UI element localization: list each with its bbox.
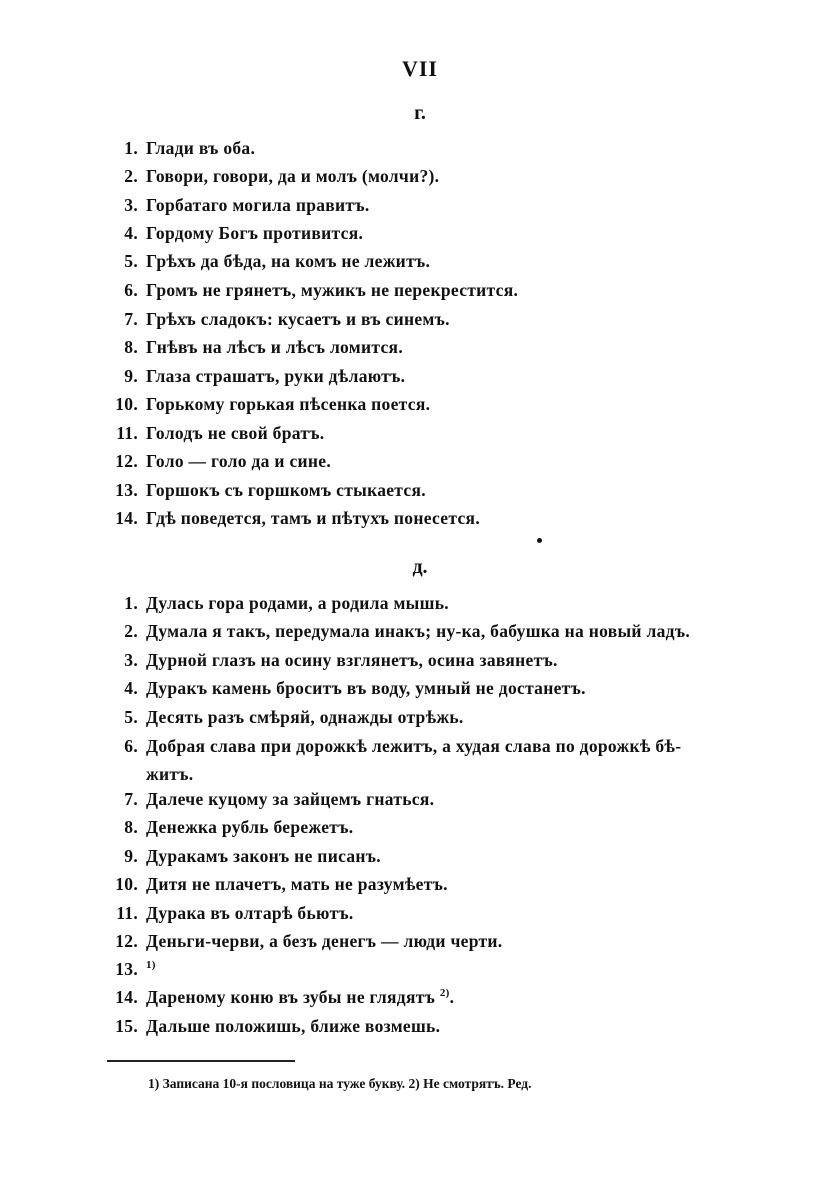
proverb-text: Дулась гора родами, а родила мышь.: [146, 593, 449, 613]
proverb-line: [100, 166, 740, 187]
footnote-marker: 2): [439, 987, 450, 1000]
proverb-number: 14.: [115, 508, 138, 528]
proverb-number: 5.: [124, 707, 138, 727]
proverb-line: [100, 817, 740, 838]
proverb-line: [100, 451, 740, 472]
proverb-text: Горькому горькая пѣсенка поется.: [146, 394, 431, 414]
page-number: VII: [401, 56, 438, 81]
proverb-text: Грѣхъ да бѣда, на комъ не лежитъ.: [146, 251, 431, 271]
proverb-line: [100, 280, 740, 301]
proverb-line: [100, 621, 740, 642]
proverb-text: Громъ не грянетъ, мужикъ не перекрестится.: [146, 280, 519, 300]
footnote: 1) Записана 10-я пословица на туже букву. 2) Не смотрятъ. Ред.: [148, 1076, 532, 1091]
proverb-line: [100, 736, 740, 757]
printed-dot: [537, 538, 542, 543]
proverb-text: Говори, говори, да и молъ (молчи?).: [146, 166, 440, 186]
proverb-line: [100, 987, 740, 1008]
proverb-line: [100, 931, 740, 952]
proverb-number: 10.: [115, 394, 138, 414]
proverb-line: [100, 423, 740, 444]
proverb-line: [100, 480, 740, 501]
proverb-line: [100, 593, 740, 614]
proverb-line: [100, 789, 740, 810]
proverb-text: Дурака въ олтарѣ бьютъ.: [146, 903, 354, 923]
proverb-line: [100, 394, 740, 415]
proverb-text: Гордому Богъ противится.: [146, 223, 364, 243]
proverb-text: Дитя не плачетъ, мать не разумѣетъ.: [146, 874, 448, 894]
section-letter-g: г.: [414, 102, 426, 124]
proverb-text: Гдѣ поведется, тамъ и пѣтухъ понесется.: [146, 508, 480, 528]
proverb-number: 7.: [124, 789, 138, 809]
proverb-line: [100, 1016, 740, 1037]
proverb-text: Добрая слава при дорожкѣ лежитъ, а худая слава по дорожкѣ бѣ-: [146, 736, 682, 756]
proverb-number: 4.: [124, 678, 138, 698]
proverb-number: 14.: [115, 987, 138, 1007]
proverb-text: Дуракъ камень броситъ въ воду, умный не достанетъ.: [146, 678, 586, 698]
proverb-text: Грѣхъ сладокъ: кусаетъ и въ синемъ.: [146, 309, 450, 329]
proverb-number: 2.: [124, 166, 138, 186]
proverb-number: 6.: [124, 736, 138, 756]
proverb-tail: .: [449, 987, 455, 1007]
proverb-line: [100, 650, 740, 671]
proverb-line: [100, 223, 740, 244]
proverb-number: 2.: [124, 621, 138, 641]
proverb-number: 5.: [124, 251, 138, 271]
proverb-number: 3.: [124, 650, 138, 670]
proverb-text: Дальше положишь, ближе возмешь.: [146, 1016, 441, 1036]
proverb-line: [100, 903, 740, 924]
proverb-text: Голодъ не свой братъ.: [146, 423, 325, 443]
proverb-text: Думала я такъ, передумала инакъ; ну-ка, бабушка на новый ладъ.: [146, 621, 690, 641]
proverb-number: 7.: [124, 309, 138, 329]
proverb-text: Далече куцому за зайцемъ гнаться.: [146, 789, 435, 809]
proverb-line: [100, 874, 740, 895]
proverb-text: Глади въ оба.: [146, 138, 256, 158]
proverb-number: 12.: [115, 451, 138, 471]
proverb-number: 13.: [115, 480, 138, 500]
proverb-text: Деньги-черви, а безъ денегъ — люди черти.: [146, 931, 503, 951]
proverb-number: 9.: [124, 846, 138, 866]
proverb-line: [100, 309, 740, 330]
proverb-number: 12.: [115, 931, 138, 951]
proverb-number: 15.: [115, 1016, 138, 1036]
proverb-text: Голо — голо да и сине.: [146, 451, 332, 471]
proverb-number: 10.: [115, 874, 138, 894]
proverb-line: [100, 138, 740, 159]
proverb-number: 8.: [124, 817, 138, 837]
proverb-line: [100, 366, 740, 387]
proverb-line: [100, 707, 740, 728]
proverb-number: 6.: [124, 280, 138, 300]
proverb-number: 1.: [124, 138, 138, 158]
proverb-number: 4.: [124, 223, 138, 243]
proverb-line: [100, 846, 740, 867]
proverb-line: [100, 959, 740, 980]
proverb-line: [100, 251, 740, 272]
proverb-text: Горшокъ съ горшкомъ стыкается.: [146, 480, 426, 500]
proverb-number: 9.: [124, 366, 138, 386]
proverb-number: 11.: [116, 423, 138, 443]
proverb-line: [100, 337, 740, 358]
footnote-rule: [107, 1060, 295, 1062]
section-letter-d: д.: [412, 556, 428, 578]
proverb-number: 1.: [124, 593, 138, 613]
proverb-line: [100, 508, 740, 529]
proverb-text: Глаза страшатъ, руки дѣлаютъ.: [146, 366, 406, 386]
proverb-line: [100, 195, 740, 216]
proverb-text: Денежка рубль бережетъ.: [146, 817, 354, 837]
footnote-marker: 1): [146, 959, 156, 972]
proverb-number: 13.: [115, 959, 138, 979]
proverb-text: Десять разъ смѣряй, однажды отрѣжь.: [146, 707, 464, 727]
proverb-text: Горбатаго могила правитъ.: [146, 195, 370, 215]
proverb-text: Дурной глазъ на осину взглянетъ, осина завянетъ.: [146, 650, 558, 670]
proverb-number: 11.: [116, 903, 138, 923]
proverb-text: Дареному коню въ зубы не глядятъ: [146, 987, 436, 1007]
proverb-text: Гнѣвъ на лѣсъ и лѣсъ ломится.: [146, 337, 403, 357]
proverb-line: [100, 678, 740, 699]
proverb-continuation: житъ.: [146, 764, 194, 784]
proverb-text: Дуракамъ законъ не писанъ.: [146, 846, 381, 866]
proverb-number: 8.: [124, 337, 138, 357]
proverb-number: 3.: [124, 195, 138, 215]
